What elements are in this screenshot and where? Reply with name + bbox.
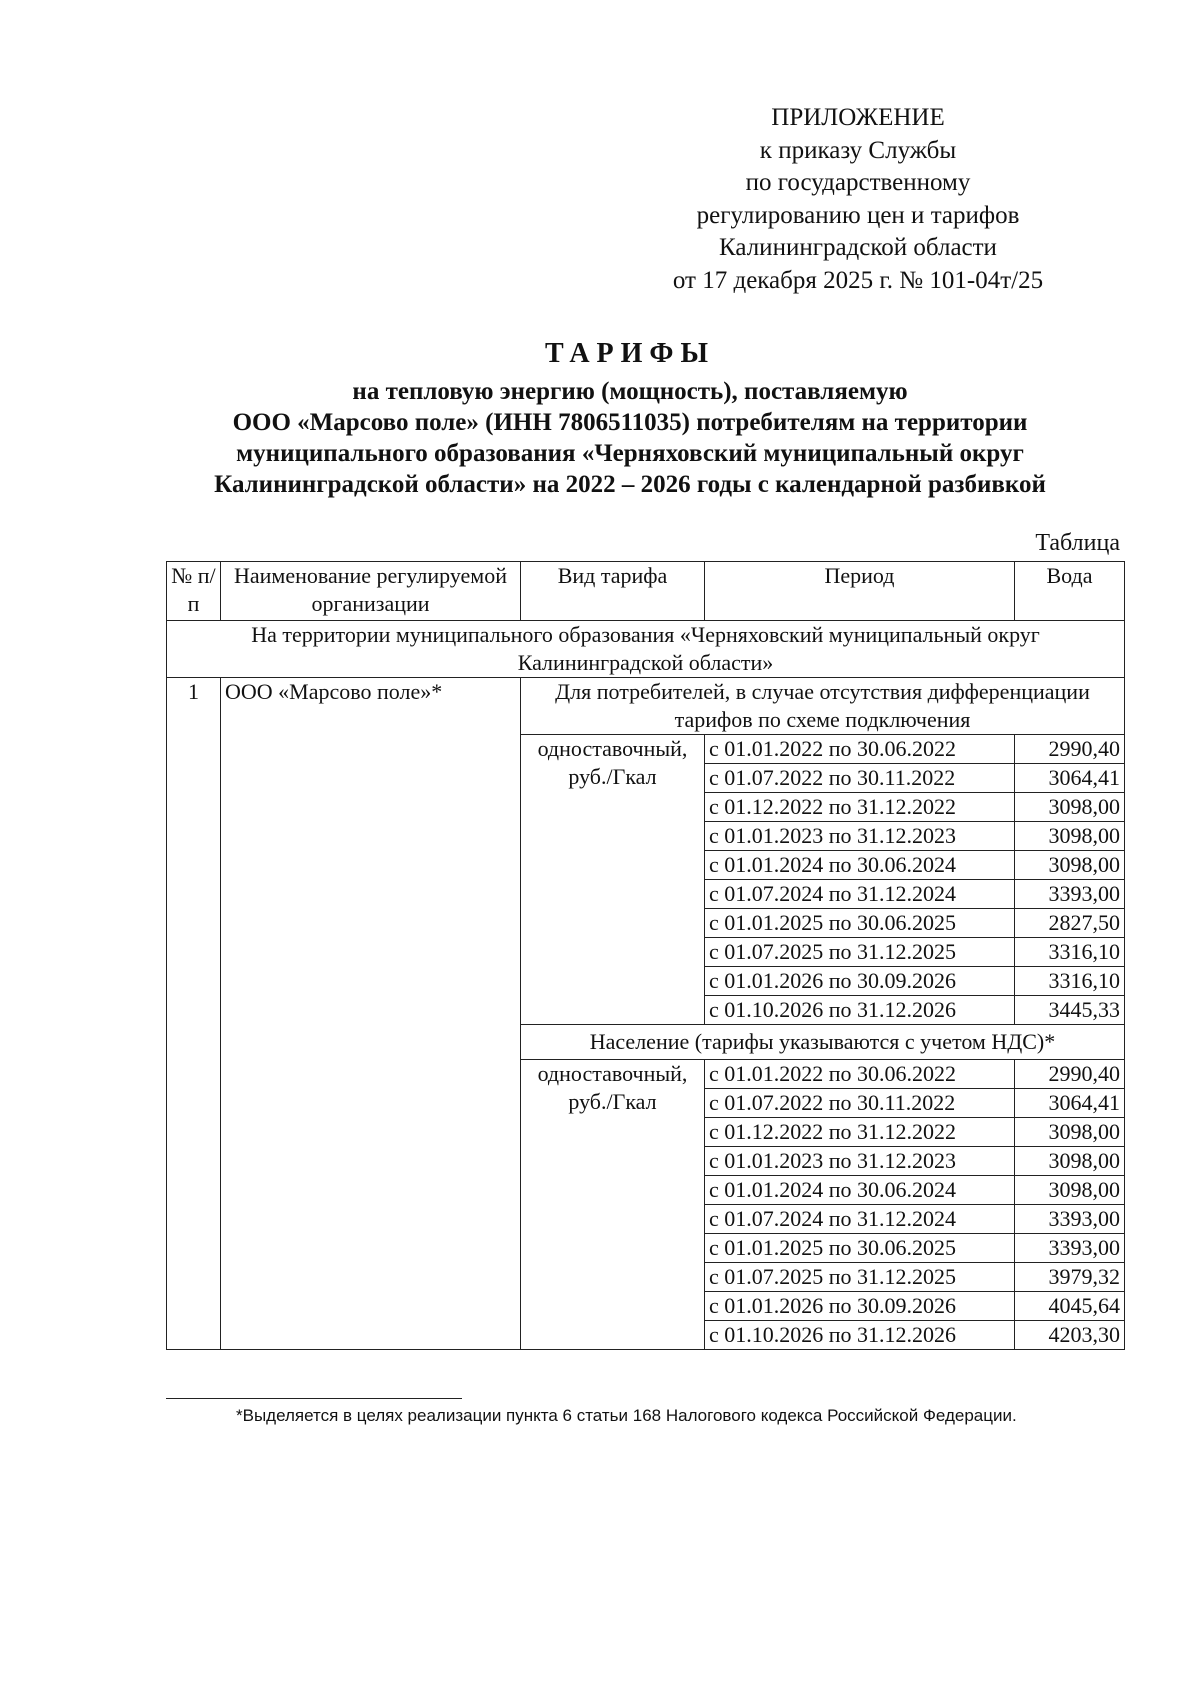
header-org: Наименование регулируемой организации (221, 562, 521, 621)
period-cell: с 01.07.2024 по 31.12.2024 (705, 880, 1015, 909)
subtitle-line: ООО «Марсово поле» (ИНН 7806511035) потребителям на территории (232, 409, 1028, 436)
tariff-table (166, 561, 1125, 1350)
period-cell: с 01.01.2026 по 30.09.2026 (705, 967, 1015, 996)
period-cell: с 01.10.2026 по 31.12.2026 (705, 996, 1015, 1025)
water-value-cell: 4045,64 (1015, 1292, 1125, 1321)
header-water: Вода (1015, 562, 1125, 621)
period-cell: с 01.01.2025 по 30.06.2025 (705, 1234, 1015, 1263)
period-cell: с 01.07.2025 по 31.12.2025 (705, 938, 1015, 967)
subtitle-line: Калининградской области» на 2022 – 2026 годы с календарной разбивкой (214, 471, 1046, 498)
period-cell: с 01.07.2022 по 30.11.2022 (705, 764, 1015, 793)
organization-name: ООО «Марсово поле»* (221, 678, 521, 1350)
water-value-cell: 3098,00 (1015, 1147, 1125, 1176)
period-cell: с 01.01.2023 по 31.12.2023 (705, 822, 1015, 851)
appendix-line: по государственному (745, 169, 971, 196)
water-value-cell: 3098,00 (1015, 793, 1125, 822)
tariff-type: одноставочный, руб./Гкал (521, 735, 705, 1025)
water-value-cell: 3393,00 (1015, 1205, 1125, 1234)
water-value-cell: 3316,10 (1015, 967, 1125, 996)
table-label: Таблица (1035, 530, 1120, 556)
water-value-cell: 3393,00 (1015, 1234, 1125, 1263)
water-value-cell: 3098,00 (1015, 1176, 1125, 1205)
water-value-cell: 3064,41 (1015, 764, 1125, 793)
water-value-cell: 3316,10 (1015, 938, 1125, 967)
period-cell: с 01.07.2022 по 30.11.2022 (705, 1089, 1015, 1118)
period-cell: с 01.10.2026 по 31.12.2026 (705, 1321, 1015, 1350)
footnote-separator (166, 1398, 462, 1399)
water-value-cell: 3979,32 (1015, 1263, 1125, 1292)
appendix-line: к приказу Службы (759, 136, 957, 164)
title-main: ТАРИФЫ (545, 338, 715, 369)
header-num: № п/п (167, 562, 221, 621)
header-type: Вид тарифа (521, 562, 705, 621)
water-value-cell: 3064,41 (1015, 1089, 1125, 1118)
period-cell: с 01.07.2025 по 31.12.2025 (705, 1263, 1015, 1292)
water-value-cell: 3393,00 (1015, 880, 1125, 909)
period-cell: с 01.01.2024 по 30.06.2024 (705, 1176, 1015, 1205)
group-title: Население (тарифы указываются с учетом НДС)* (521, 1025, 1125, 1060)
water-value-cell: 3098,00 (1015, 1118, 1125, 1147)
subtitle-line: муниципального образования «Черняховский муниципальный округ (236, 440, 1024, 467)
row-number: 1 (167, 678, 221, 1350)
period-cell: с 01.12.2022 по 31.12.2022 (705, 793, 1015, 822)
water-value-cell: 2990,40 (1015, 1060, 1125, 1089)
tariff-type: одноставочный, руб./Гкал (521, 1060, 705, 1350)
appendix-block (628, 102, 1088, 297)
water-value-cell: 3098,00 (1015, 822, 1125, 851)
appendix-line: ПРИЛОЖЕНИЕ (771, 104, 945, 131)
table-header-row (167, 562, 1125, 621)
period-cell: с 01.01.2025 по 30.06.2025 (705, 909, 1015, 938)
group-title-row (167, 678, 1125, 735)
appendix-line: регулированию цен и тарифов (696, 201, 1020, 229)
period-cell: с 01.01.2026 по 30.09.2026 (705, 1292, 1015, 1321)
water-value-cell: 3445,33 (1015, 996, 1125, 1025)
header-period: Период (705, 562, 1015, 621)
footnote: *Выделяется в целях реализации пункта 6 статьи 168 Налогового кодекса Российской Федерации. (236, 1406, 1017, 1425)
period-cell: с 01.01.2022 по 30.06.2022 (705, 735, 1015, 764)
period-cell: с 01.12.2022 по 31.12.2022 (705, 1118, 1015, 1147)
territory-cell: На территории муниципального образования «Черняховский муниципальный округ Калининградской области» (167, 621, 1125, 678)
water-value-cell: 3098,00 (1015, 851, 1125, 880)
title-subtitle (150, 376, 1110, 500)
group-title: Для потребителей, в случае отсутствия дифференциации тарифов по схеме подключения (521, 678, 1125, 735)
period-cell: с 01.07.2024 по 31.12.2024 (705, 1205, 1015, 1234)
appendix-line: Калининградской области (719, 234, 997, 261)
appendix-line: от 17 декабря 2025 г. № 101-04т/25 (672, 266, 1044, 294)
territory-row (167, 621, 1125, 678)
water-value-cell: 2990,40 (1015, 735, 1125, 764)
period-cell: с 01.01.2023 по 31.12.2023 (705, 1147, 1015, 1176)
water-value-cell: 4203,30 (1015, 1321, 1125, 1350)
document-title (150, 336, 1110, 500)
subtitle-line: на тепловую энергию (мощность), поставляемую (352, 378, 908, 405)
period-cell: с 01.01.2022 по 30.06.2022 (705, 1060, 1015, 1089)
period-cell: с 01.01.2024 по 30.06.2024 (705, 851, 1015, 880)
tariff-table-body (167, 562, 1125, 1350)
water-value-cell: 2827,50 (1015, 909, 1125, 938)
